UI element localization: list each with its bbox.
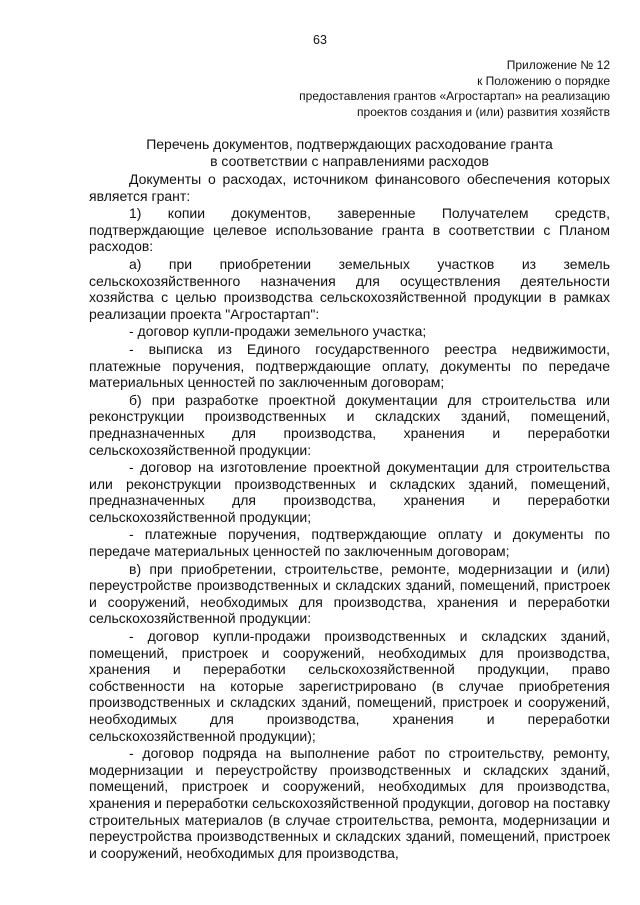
paragraph: - договор купли-продажи земельного участка; (129, 323, 427, 340)
appendix-line: предоставления грантов «Агростартап» на реализацию (299, 89, 610, 103)
paragraph: б) при разработке проектной документации для строительства или реконструкции производственных и складских зданий, помещений, предназначенных для производства, хранения и переработки сельскохозяйственной продукции: (89, 391, 610, 458)
paragraph: - платежные поручения, подтверждающие оплату и документы по передаче материальных ценностей по заключенным договорам; (89, 526, 610, 560)
paragraph: - договор подряда на выполнение работ по строительству, ремонту, модернизации и переустройству производственных и складских зданий, помещений, пристроек и сооружений, необходимых для производства, хранения и переработки сельскохозяйственной продукции, договор на поставку строительных материалов (в случае строительства, ремонта, модернизации и переустройства производственных и складских зданий, помещений, пристроек и сооружений, необходимых для производства, (89, 745, 610, 861)
paragraph: в) при приобретении, строительстве, ремонте, модернизации и (или) переустройстве производственных и складских зданий, помещений, пристроек и сооружений, необходимых для производства, хранения и переработки сельскохозяйственной продукции: (89, 560, 610, 627)
title-line: в соответствии с направлениями расходов (210, 153, 489, 169)
appendix-line: Приложение № 12 (506, 58, 610, 72)
document-body (89, 171, 610, 861)
paragraph: - договор на изготовление проектной документации для строительства или реконструкции производственных и складских зданий, помещений, предназначенных для производства, хранения и переработки сельскохозяйственной продукции; (89, 459, 610, 525)
paragraph: а) при приобретении земельных участков из земель сельскохозяйственного назначения для осуществления деятельности хозяйства с целью производства сельскохозяйственной продукции в рамках реализации проекта "Агростартап": (89, 255, 610, 322)
document-title (89, 136, 610, 170)
paragraph: Документы о расходах, источником финансового обеспечения которых является грант: (89, 171, 610, 204)
paragraph: 1) копии документов, заверенные Получателем средств, подтверждающие целевое использование гранта в соответствии с Планом расходов: (89, 205, 610, 255)
title-line: Перечень документов, подтверждающих расходование гранта (146, 136, 553, 152)
page-number: 63 (313, 33, 327, 47)
paragraph: - договор купли-продажи производственных и складских зданий, помещений, пристроек и сооружений, необходимых для производства, хранения и переработки сельскохозяйственной продукции, право собственности на которые зарегистрировано (в случае приобретения производственных и складских зданий, помещений, пристроек и сооружений, необходимых для производства, хранения и переработки сельскохозяйственной продукции); (89, 628, 610, 744)
paragraph: - выписка из Единого государственного реестра недвижимости, платежные поручения, подтверждающие оплату, документы по передаче материальных ценностей по заключенным договорам; (89, 340, 610, 391)
appendix-header (299, 58, 610, 120)
appendix-line: проектов создания и (или) развития хозяйств (357, 104, 610, 119)
appendix-line: к Положению о порядке (477, 73, 610, 88)
